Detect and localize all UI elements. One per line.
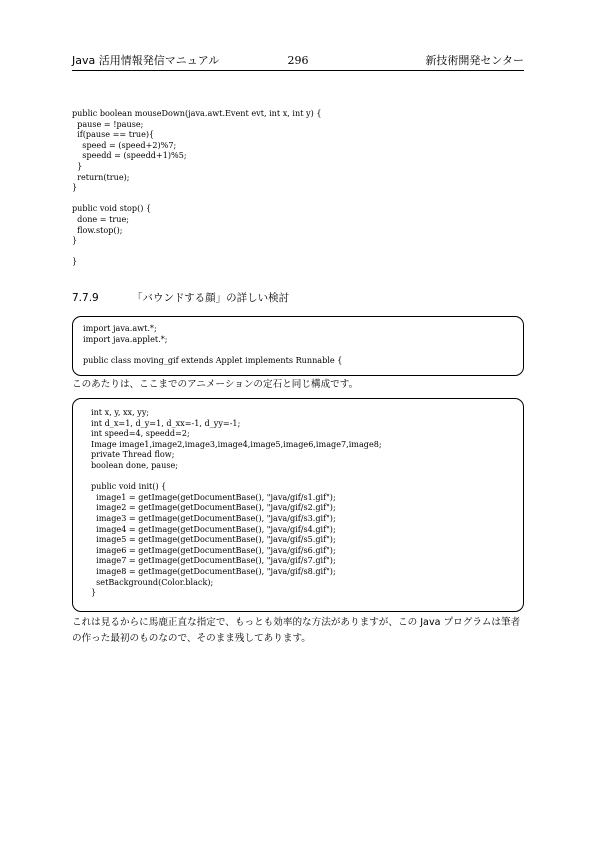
header-title: Java 活用情報発信マニュアル bbox=[72, 54, 220, 67]
page-number: 296 bbox=[287, 54, 309, 67]
code-listing-methods: public boolean mouseDown(java.awt.Event evt, int x, int y) { pause = !pause; if(pause == true){ speed = (speed+2)%7; speedd = (speedd+1)%5; } return(true); } public void stop() { done = true; flow.stop(); } } bbox=[72, 108, 322, 267]
section-number: 7.7.9 bbox=[72, 292, 99, 304]
section-heading bbox=[72, 290, 289, 305]
code-box-imports-text: import java.awt.*; import java.applet.*; public class moving_gif extends Applet implements Runnable { bbox=[83, 323, 343, 365]
header-organization: 新技術開発センター bbox=[425, 54, 524, 67]
code-box-init bbox=[72, 398, 524, 612]
section-title: 「バウンドする顔」の詳しい検討 bbox=[132, 292, 290, 304]
header-rule bbox=[72, 70, 524, 71]
page-header bbox=[72, 52, 524, 70]
paragraph-explanation: このあたりは、ここまでのアニメーションの定石と同じ構成です。 bbox=[72, 379, 359, 390]
paragraph-comment: これは見るからに馬鹿正直な指定で、もっとも効率的な方法がありますが、この Java プログラムは筆者の作った最初のものなので、そのまま残してあります。 bbox=[72, 617, 521, 644]
code-box-init-text: int x, y, xx, yy; int d_x=1, d_y=1, d_xx=-1, d_yy=-1; int speed=4, speedd=2; Image image1,image2,image3,image4,image5,image6,image7,image8; private Thread flow; boolean done, pause; public void init() { image1 = getImage(getDocumentBase(), "java/gif/s1.gif"); image2 = getImage(getDocumentBase(), "java/gif/s2.gif"); image3 = getImage(getDocumentBase(), "java/gif/s3.gif"); image4 = getImage(getDocumentBase(), "java/gif/s4.gif"); image5 = getImage(getDocumentBase(), "java/gif/s5.gif"); image6 = getImage(getDocumentBase(), "java/gif/s6.gif"); image7 = getImage(getDocumentBase(), "java/gif/s7.gif"); image8 = getImage(getDocumentBase(), "java/gif/s8.gif"); setBackground(Color.black); } bbox=[91, 407, 382, 598]
code-box-imports bbox=[72, 316, 524, 376]
